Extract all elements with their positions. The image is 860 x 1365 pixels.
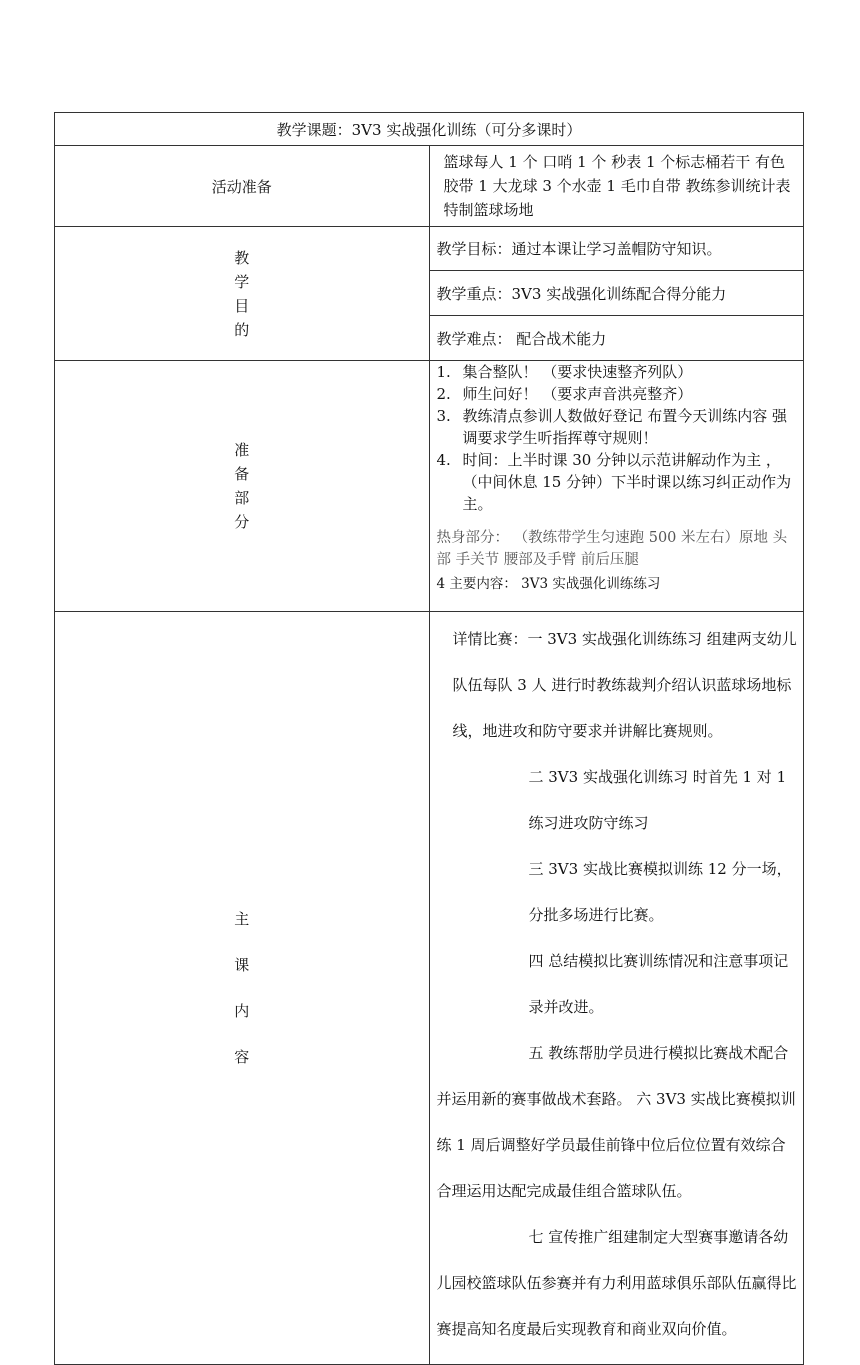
ready-row [55, 361, 804, 612]
ready-label [55, 361, 430, 612]
main-paragraph: 三 3V3 实战比赛模拟训练 12 分一场，分批多场进行比赛。 [528, 860, 792, 924]
list-item [437, 449, 798, 515]
main-content-heading: 4 主要内容： 3V3 实战强化训练练习 [436, 576, 661, 592]
list-text: 时间：上半时课 30 分钟以示范讲解动作为主 ，（中间休息 15 分钟）下半时课以练习纠正动作为主。 [462, 451, 792, 513]
main-content [429, 612, 804, 1365]
main-label [55, 612, 430, 1365]
main-paragraph: 五 教练帮肋学员进行模拟比赛战术配合并运用新的赛事做战术套路。 六 3V3 实战比赛模拟训练 1 周后调整好学员最佳前锋中位后位位置有效综合 合理运用达配完成最佳组合篮球队伍。 [436, 1044, 796, 1200]
main-paragraph: 七 宣传推广组建制定大型赛事邀请各幼儿园校篮球队伍参赛并有力利用蓝球俱乐部队伍赢得比赛提高知名度最后实现教育和商业双向价值。 [436, 1228, 797, 1338]
ready-content [429, 361, 804, 612]
prep-row [55, 146, 804, 227]
main-label-char: 课 [234, 956, 250, 974]
main-paragraph: 详情比赛：一 3V3 实战强化训练练习 组建两支幼儿队伍每队 3 人 进行时教练裁判介绍认识蓝球场地标线，地进攻和防守要求并讲解比赛规则。 [452, 630, 797, 740]
main-label-char: 内 [234, 1002, 250, 1020]
list-item [437, 361, 798, 383]
goals-label-char: 学 [234, 272, 250, 291]
ready-label-char: 准 [234, 441, 250, 459]
goals-label-char: 目 [234, 296, 250, 315]
ready-label-char: 分 [234, 513, 250, 531]
lesson-plan-table [54, 112, 804, 1365]
prep-content: 篮球每人 1 个 口哨 1 个 秒表 1 个标志桶若干 有色胶带 1 大龙球 3 个水壶 1 毛巾自带 教练参训统计表 特制篮球场地 [429, 146, 804, 227]
list-number: 3. [436, 407, 451, 425]
teaching-difficulty: 教学难点： 配合战术能力 [429, 316, 804, 361]
goal-row-objective [55, 227, 804, 271]
lesson-title: 教学课题：3V3 实战强化训练（可分多课时） [55, 113, 804, 146]
ready-label-char: 部 [234, 489, 250, 507]
list-text: 师生问好！ （要求声音洪亮整齐） [462, 385, 693, 403]
list-text: 集合整队！ （要求快速整齐列队） [462, 363, 693, 381]
list-number: 2. [436, 385, 451, 403]
ready-label-char: 备 [234, 465, 250, 483]
goals-label [55, 227, 430, 361]
main-label-char: 容 [234, 1048, 250, 1066]
main-label-char: 主 [234, 910, 250, 928]
teaching-key-point: 教学重点：3V3 实战强化训练配合得分能力 [429, 271, 804, 316]
main-paragraph: 二 3V3 实战强化训练习 时首先 1 对 1 练习进攻防守练习 [528, 768, 787, 832]
prep-label: 活动准备 [55, 146, 430, 227]
list-item [437, 405, 798, 449]
list-number: 4. [436, 451, 451, 469]
main-paragraph: 四 总结模拟比赛训练情况和注意事项记录并改进。 [528, 952, 789, 1016]
title-row [55, 113, 804, 146]
list-item [437, 383, 798, 405]
warmup-text: 热身部分： （教练带学生匀速跑 500 米左右）原地 头部 手关节 腰部及手臂 前后压腿 [436, 530, 788, 568]
goals-label-char: 的 [234, 320, 250, 339]
list-text: 教练清点参训人数做好登记 布置今天训练内容 强调要求学生听指挥尊守规则！ [462, 407, 788, 447]
goals-label-char: 教 [234, 248, 250, 267]
ready-list [437, 361, 798, 515]
main-row [55, 612, 804, 1365]
teaching-objective: 教学目标：通过本课让学习盖帽防守知识。 [429, 227, 804, 271]
list-number: 1. [436, 363, 451, 381]
